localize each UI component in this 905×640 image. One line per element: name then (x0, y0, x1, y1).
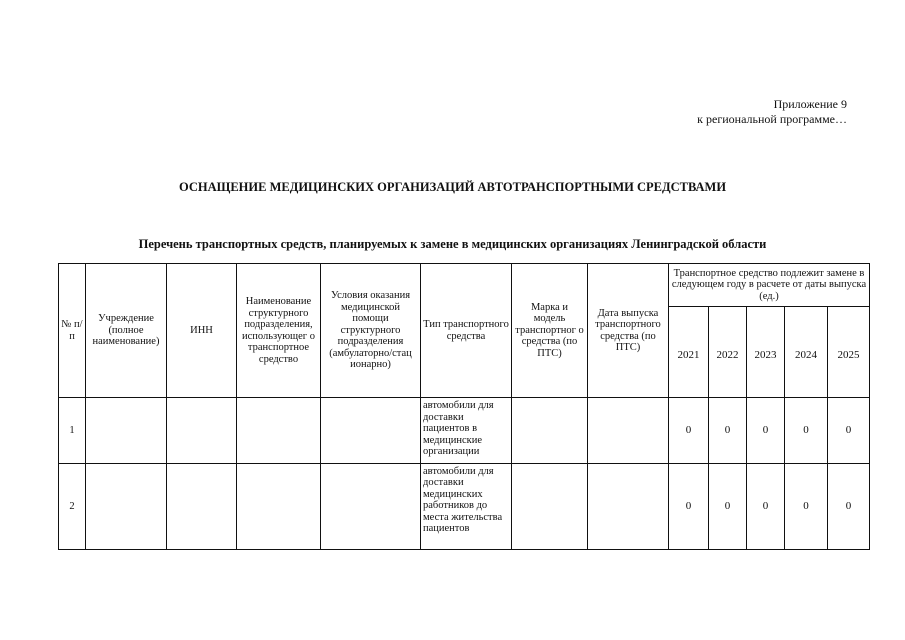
cell-year-value: 0 (785, 463, 828, 549)
header-conditions: Условия оказания медицинской помощи структурного подразделения (амбулаторно/стац ионарно) (321, 264, 421, 398)
cell-model (512, 398, 588, 463)
cell-division (237, 463, 321, 549)
cell-model (512, 463, 588, 549)
cell-institution (86, 398, 167, 463)
cell-vehicle-type: автомобили для доставки пациентов в медицинские организации (421, 398, 512, 463)
header-year: 2024 (785, 307, 828, 398)
cell-year-value: 0 (747, 463, 785, 549)
cell-conditions (321, 463, 421, 549)
header-division: Наименование структурного подразделения, использующег о транспортное средство (237, 264, 321, 398)
header-year: 2022 (709, 307, 747, 398)
header-row-1 (59, 264, 870, 307)
header-model: Марка и модель транспортног о средства (по ПТС) (512, 264, 588, 398)
cell-year-value: 0 (747, 398, 785, 463)
cell-conditions (321, 398, 421, 463)
header-year: 2021 (669, 307, 709, 398)
cell-year-value: 0 (709, 463, 747, 549)
header-inn: ИНН (167, 264, 237, 398)
header-year: 2023 (747, 307, 785, 398)
header-release-date: Дата выпуска транспортного средства (по ПТС) (588, 264, 669, 398)
cell-year-value: 0 (785, 398, 828, 463)
cell-vehicle-type: автомобили для доставки медицинских работников до места жительства пациентов (421, 463, 512, 549)
page-title: ОСНАЩЕНИЕ МЕДИЦИНСКИХ ОРГАНИЗАЦИЙ АВТОТРАНСПОРТНЫМИ СРЕДСТВАМИ (178, 180, 727, 194)
table-subtitle: Перечень транспортных средств, планируемых к замене в медицинских организациях Ленинградской области (138, 237, 767, 251)
cell-release-date (588, 463, 669, 549)
cell-release-date (588, 398, 669, 463)
header-year: 2025 (828, 307, 870, 398)
header-institution: Учреждение (полное наименование) (86, 264, 167, 398)
cell-year-value: 0 (828, 398, 870, 463)
header-num: № п/п (59, 264, 86, 398)
cell-inn (167, 398, 237, 463)
cell-division (237, 398, 321, 463)
cell-year-value: 0 (828, 463, 870, 549)
table-row (59, 398, 870, 463)
cell-num: 2 (59, 463, 86, 549)
vehicles-table (58, 263, 870, 550)
header-replacement-group: Транспортное средство подлежит замене в следующем году в расчете от даты выпуска (ед.) (669, 264, 870, 307)
cell-num: 1 (59, 398, 86, 463)
appendix-line-2: к региональной программе… (697, 112, 847, 126)
cell-inn (167, 463, 237, 549)
cell-year-value: 0 (669, 463, 709, 549)
cell-institution (86, 463, 167, 549)
cell-year-value: 0 (669, 398, 709, 463)
appendix-note (697, 97, 847, 127)
cell-year-value: 0 (709, 398, 747, 463)
table-row (59, 463, 870, 549)
header-vehicle-type: Тип транспортного средства (421, 264, 512, 398)
appendix-line-1: Приложение 9 (773, 97, 847, 111)
